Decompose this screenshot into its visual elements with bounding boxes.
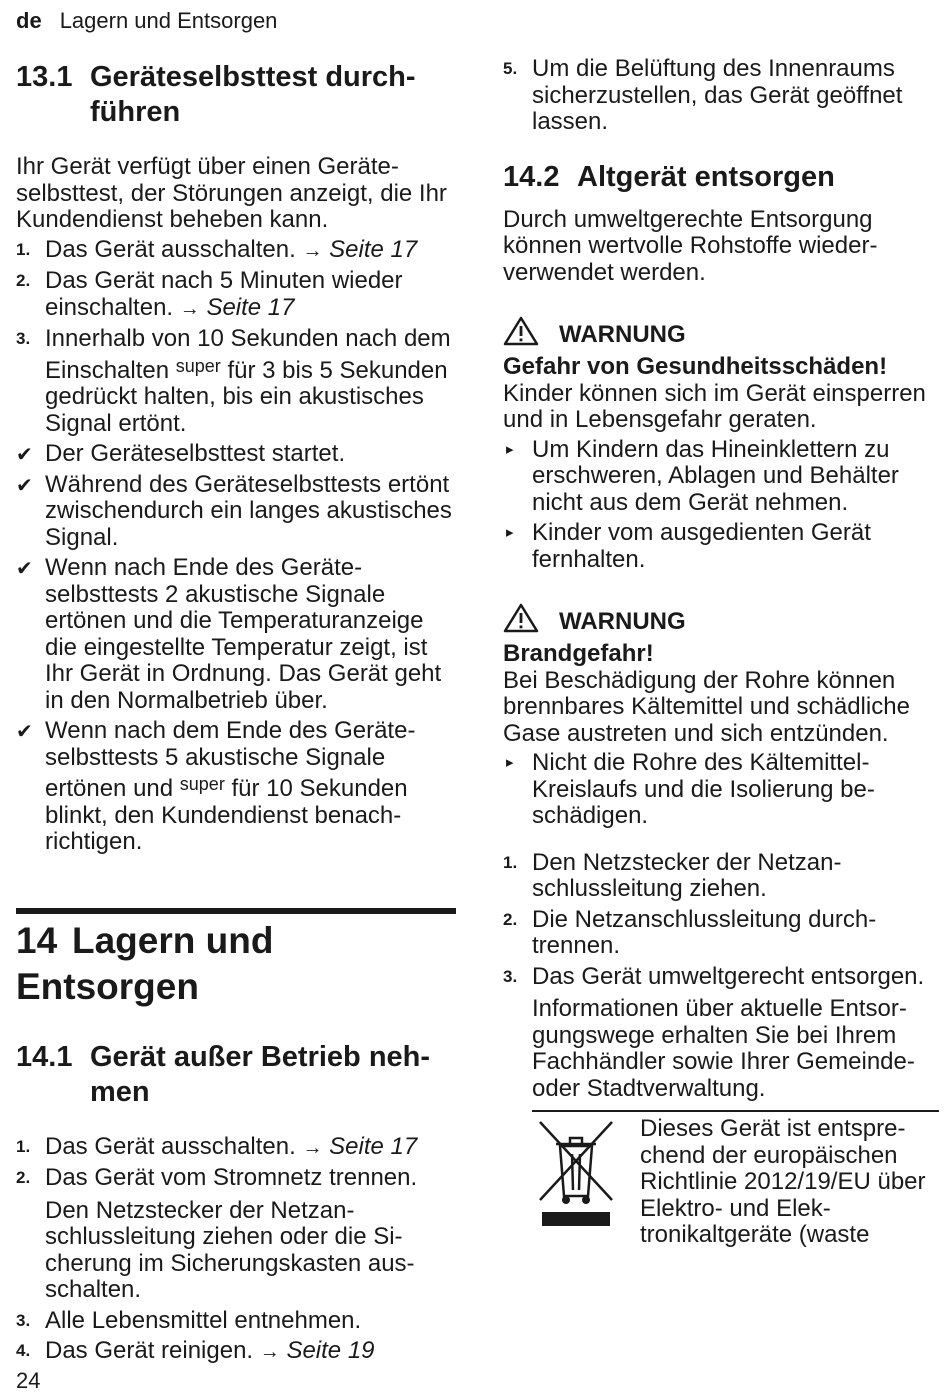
checkmark-icon: ✔: [16, 721, 33, 743]
step-item: 3. Innerhalb von 10 Sekunden nach dem Einschalten $^{super}$ für 3 bis 5 Sekunden gedrückt halten, bis ein akustisches Signal ertönt.: [16, 325, 451, 437]
page-reference-link[interactable]: Seite 19: [286, 1337, 375, 1364]
step-item: 2. Die Netzanschlussleitung durchtrennen.: [503, 905, 877, 959]
warning-block-fire: [503, 603, 939, 830]
checkmark-icon: ✔: [16, 444, 33, 466]
step-item: 2. Das Gerät vom Stromnetz trennen.: [16, 1164, 418, 1191]
section-14-2-heading: 14.2 Altgerät entsorgen: [503, 160, 835, 193]
page-reference-link[interactable]: Seite 17: [206, 293, 295, 321]
running-header: [16, 8, 277, 34]
step-item: 5. Um die Belüftung des Innenraums sicherzustellen, das Gerät geöffnet lassen.: [503, 55, 903, 135]
result-item: ✔ Während des Geräteselbsttests ertönt zwischendurch ein langes akustisches Signal.: [16, 470, 452, 551]
result-item: ✔ Der Geräteselbsttest startet.: [16, 440, 346, 467]
section-14-2-steps: [503, 850, 939, 1103]
section-14-1-heading: 14.1 Gerät außer Betrieb nehmen: [16, 1040, 431, 1108]
chapter-14: [16, 908, 456, 1366]
section-13-1-intro: Ihr Gerät verfügt über einen Geräteselbsttest, der Störungen anzeigt, die Ihr Kundendienst beheben kann.: [16, 153, 447, 233]
super-key-label: super: [179, 774, 225, 794]
weee-notice: [532, 1110, 939, 1262]
arrow-right-icon: →: [179, 297, 200, 320]
section-14-2-intro: Durch umweltgerechte Entsorgung können wertvolle Rohstoffe wiederverwendet werden.: [503, 205, 878, 286]
crossed-bin-icon: [536, 1116, 616, 1228]
right-column: [503, 56, 939, 1262]
page-reference-link[interactable]: Seite 17: [329, 1132, 418, 1160]
page-reference-link[interactable]: Seite 17: [329, 235, 418, 263]
bullet-item: ▸ Kinder vom ausgedienten Gerät fernhalten.: [506, 519, 871, 573]
warning-text: Kinder können sich im Gerät einsperren und in Lebensgefahr geraten.: [503, 379, 926, 433]
step-item: 1. Den Netzstecker der Netzanschlussleitung ziehen.: [503, 848, 842, 902]
step-item: 3. Das Gerät umweltgerecht entsorgen.: [503, 962, 925, 990]
arrow-right-icon: →: [302, 239, 323, 262]
page-number: 24: [16, 1368, 41, 1393]
bullet-triangle-icon: ▸: [506, 754, 514, 771]
step-3-note: Informationen über aktuelle Entsorgungswege erhalten Sie bei Ihrem Fachhändler sowie Ihrer Gemeinde- oder Stadtverwaltung.: [532, 995, 915, 1102]
warning-heading: Brandgefahr!: [503, 640, 654, 667]
bullet-item: ▸ Nicht die Rohre des Kältemittel-Kreislaufs und die Isolierung beschädigen.: [506, 749, 875, 829]
bullet-item: ▸ Um Kindern das Hineinklettern zu erschweren, Ablagen und Behälter nicht aus dem Gerät nehmen.: [506, 435, 899, 516]
step-2-note: Den Netzstecker der Netzanschlussleitung ziehen oder die Sicherung im Sicherungskasten ausschalten.: [45, 1196, 415, 1303]
result-item: ✔ Wenn nach dem Ende des Geräteselbsttests 5 akustische Signale ertönen und $^{super}$ für 10 Sekunden blinkt, den Kundendienst benachrichtigen.: [16, 717, 416, 855]
warning-triangle-icon: [503, 603, 539, 641]
step-item: 1. Das Gerät ausschalten. → Seite 17: [16, 235, 418, 263]
checkmark-icon: ✔: [16, 474, 33, 497]
step-item: 3. Alle Lebensmittel entnehmen.: [16, 1306, 362, 1334]
step-item: 2. Das Gerät nach 5 Minuten wieder einschalten. → Seite 17: [16, 267, 403, 321]
step-item: 4. Das Gerät reinigen. → Seite 19: [16, 1337, 375, 1364]
arrow-right-icon: →: [259, 1341, 280, 1363]
bullet-triangle-icon: ▸: [506, 440, 514, 458]
section-13-1-results: [16, 441, 456, 856]
language-code: de: [16, 8, 42, 33]
checkmark-icon: ✔: [16, 558, 33, 580]
section-14-1-steps-continued: [503, 56, 939, 136]
bullet-triangle-icon: ▸: [506, 524, 514, 541]
warning-text: Bei Beschädigung der Rohre können brennbares Kältemittel und schädliche Gase austreten und sich entzünden.: [503, 666, 910, 747]
arrow-right-icon: →: [302, 1136, 323, 1159]
section-13-1-steps: [16, 237, 456, 438]
chapter-14-heading: 14 Lagern und Entsorgen: [16, 919, 274, 1007]
warning-triangle-icon: [503, 316, 539, 354]
warning-label: WARNUNG: [559, 608, 686, 635]
warning-heading: Gefahr von Gesundheitsschäden!: [503, 353, 888, 380]
weee-text: Dieses Gerät ist entsprechend der europäischen Richtlinie 2012/19/EU über Elektro- und Elektronikaltgeräte (waste: [640, 1115, 926, 1248]
step-item: 1. Das Gerät ausschalten. → Seite 17: [16, 1132, 418, 1160]
super-key-label: super: [175, 355, 221, 376]
left-column: [16, 56, 456, 1370]
warning-label: WARNUNG: [559, 321, 686, 348]
section-14-1-steps: [16, 1134, 456, 1366]
header-section-title: Lagern und Entsorgen: [59, 8, 278, 33]
result-item: ✔ Wenn nach Ende des Geräteselbsttests 2 akustische Signale ertönen und die Temperaturanzeige die eingestellte Temperatur zeigt, ist Ihr Gerät in Ordnung. Das Gerät geht in den Normalbetrieb über.: [16, 554, 442, 714]
section-13-1-heading: 13.1 Geräteselbsttest durchführen: [16, 61, 416, 128]
warning-block-health: [503, 316, 939, 573]
